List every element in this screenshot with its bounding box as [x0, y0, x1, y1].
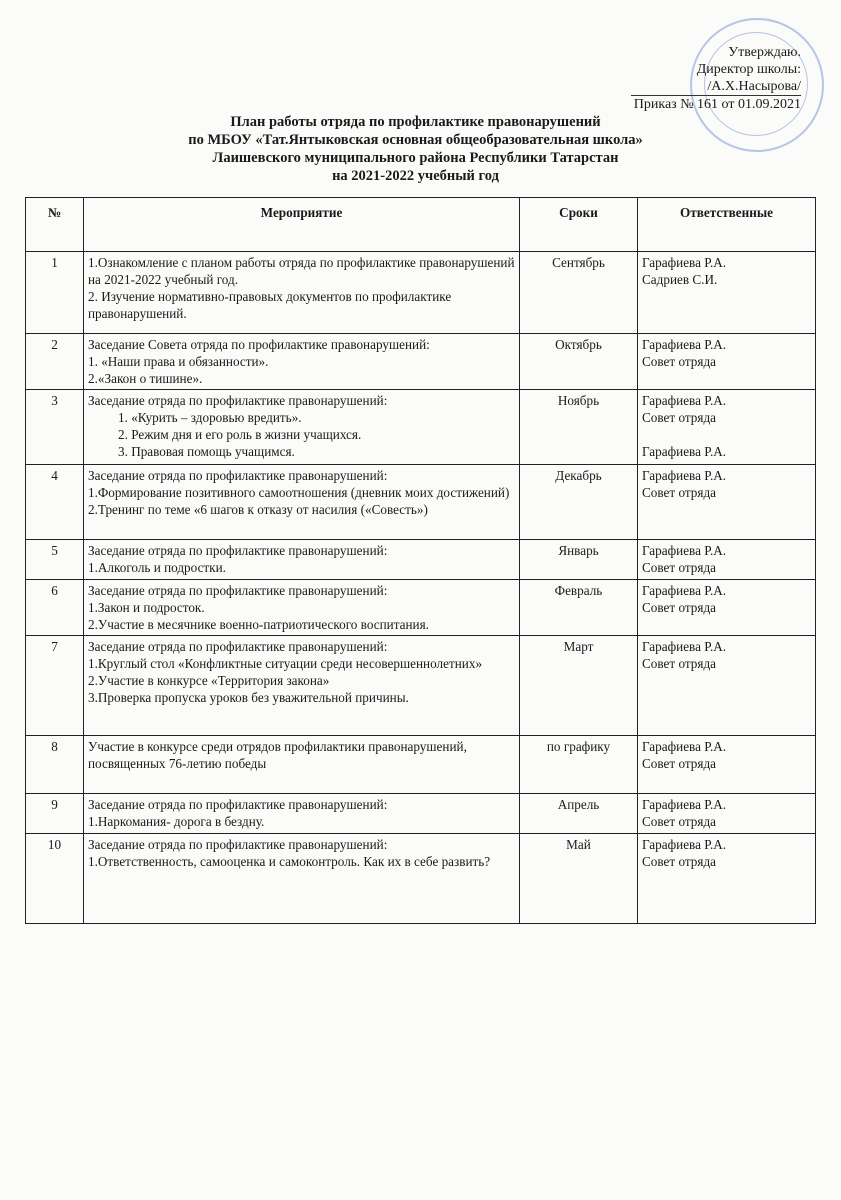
- row-responsible: [638, 736, 816, 794]
- event-line: Заседание Совета отряда по профилактике правонарушений:: [88, 337, 430, 352]
- responsible-name: Гарафиева Р.А.: [642, 543, 727, 558]
- event-line: 1.Ознакомление с планом работы отряда по профилактике правонарушений на 2021-2022 учебный год.: [88, 255, 515, 287]
- table-header-row: [26, 198, 816, 252]
- event-line: Заседание отряда по профилактике правонарушений:: [88, 468, 388, 483]
- row-events: [84, 580, 520, 636]
- responsible-name: Совет отряда: [642, 656, 717, 671]
- row-number: 1: [26, 252, 84, 334]
- responsible-name: Гарафиева Р.А.: [642, 444, 727, 459]
- title-line-1: План работы отряда по профилактике правонарушений: [230, 114, 601, 130]
- responsible-name: Гарафиева Р.А.: [642, 797, 727, 812]
- row-number: 7: [26, 636, 84, 736]
- approval-line-2: Директор школы:: [696, 62, 801, 77]
- row-number: 5: [26, 540, 84, 580]
- row-responsible: [638, 465, 816, 540]
- event-line: 2.Участие в месячнике военно-патриотического воспитания.: [88, 617, 429, 632]
- responsible-name: Садриев С.И.: [642, 272, 718, 287]
- table-row: [26, 794, 816, 834]
- row-responsible: [638, 252, 816, 334]
- row-responsible: [638, 540, 816, 580]
- header-event: Мероприятие: [84, 198, 520, 252]
- row-number: 8: [26, 736, 84, 794]
- title-line-4: на 2021-2022 учебный год: [332, 168, 499, 184]
- approval-line-4: Приказ № 161 от 01.09.2021: [633, 97, 801, 112]
- row-events: [84, 636, 520, 736]
- event-line: Заседание отряда по профилактике правонарушений:: [88, 639, 388, 654]
- event-line: 2.Тренинг по теме «6 шагов к отказу от насилия («Совесть»): [88, 502, 428, 517]
- approval-line-1: Утверждаю.: [728, 45, 801, 60]
- event-line: 1.Закон и подросток.: [88, 600, 205, 615]
- table-row: [26, 636, 816, 736]
- document-title: [0, 113, 841, 185]
- responsible-name: Совет отряда: [642, 485, 717, 500]
- spacer: [642, 426, 811, 443]
- row-term: Февраль: [520, 580, 638, 636]
- plan-table: [25, 197, 816, 924]
- event-line: 1.Наркомания- дорога в бездну.: [88, 814, 265, 829]
- event-line: 2.Участие в конкурсе «Территория закона»: [88, 673, 330, 688]
- responsible-name: Совет отряда: [642, 560, 717, 575]
- event-line: 1. «Курить – здоровью вредить».: [118, 410, 302, 425]
- approval-line-3: /А.Х.Насырова/: [707, 79, 801, 94]
- row-responsible: [638, 834, 816, 924]
- responsible-name: Гарафиева Р.А.: [642, 337, 727, 352]
- row-events: [84, 334, 520, 390]
- row-responsible: [638, 636, 816, 736]
- row-events: [84, 540, 520, 580]
- table-row: [26, 736, 816, 794]
- event-line: Заседание отряда по профилактике правонарушений:: [88, 393, 388, 408]
- row-events: [84, 794, 520, 834]
- header-term: Сроки: [520, 198, 638, 252]
- responsible-name: Гарафиева Р.А.: [642, 255, 727, 270]
- event-line: 2. Изучение нормативно-правовых документов по профилактике правонарушений.: [88, 289, 452, 321]
- row-term: Сентябрь: [520, 252, 638, 334]
- table-row: [26, 465, 816, 540]
- header-responsible: Ответственные: [638, 198, 816, 252]
- event-line: Заседание отряда по профилактике правонарушений:: [88, 543, 388, 558]
- row-number: 3: [26, 390, 84, 465]
- event-line: 1.Ответственность, самооценка и самоконтроль. Как их в себе развить?: [88, 854, 491, 869]
- event-line: 3. Правовая помощь учащимся.: [118, 444, 295, 459]
- responsible-name: Совет отряда: [642, 600, 717, 615]
- row-term: Декабрь: [520, 465, 638, 540]
- event-line: Заседание отряда по профилактике правонарушений:: [88, 583, 388, 598]
- responsible-name: Гарафиева Р.А.: [642, 393, 727, 408]
- row-responsible: [638, 794, 816, 834]
- event-line: 1.Алкоголь и подростки.: [88, 560, 226, 575]
- row-term: Октябрь: [520, 334, 638, 390]
- event-line: 1.Формирование позитивного самоотношения (дневник моих достижений): [88, 485, 510, 500]
- row-term: Май: [520, 834, 638, 924]
- row-events: [84, 465, 520, 540]
- table-row: [26, 390, 816, 465]
- responsible-name: Совет отряда: [642, 814, 717, 829]
- row-term: Январь: [520, 540, 638, 580]
- approval-block: [631, 44, 801, 113]
- header-number: №: [26, 198, 84, 252]
- event-line: 2. Режим дня и его роль в жизни учащихся.: [118, 427, 362, 442]
- table-row: [26, 580, 816, 636]
- responsible-name: Гарафиева Р.А.: [642, 837, 727, 852]
- event-line: 3.Проверка пропуска уроков без уважительной причины.: [88, 690, 409, 705]
- row-number: 2: [26, 334, 84, 390]
- title-line-3: Лаишевского муниципального района Республики Татарстан: [212, 150, 619, 166]
- row-term: Март: [520, 636, 638, 736]
- responsible-name: Совет отряда: [642, 354, 717, 369]
- responsible-name: Совет отряда: [642, 854, 717, 869]
- event-line: Заседание отряда по профилактике правонарушений:: [88, 797, 388, 812]
- row-events: [84, 390, 520, 465]
- row-number: 9: [26, 794, 84, 834]
- event-line: Заседание отряда по профилактике правонарушений:: [88, 837, 388, 852]
- responsible-name: Совет отряда: [642, 410, 717, 425]
- event-line: 1.Круглый стол «Конфликтные ситуации среди несовершеннолетних»: [88, 656, 483, 671]
- table-row: [26, 252, 816, 334]
- responsible-name: Гарафиева Р.А.: [642, 639, 727, 654]
- row-responsible: [638, 580, 816, 636]
- table-row: [26, 334, 816, 390]
- row-term: Апрель: [520, 794, 638, 834]
- row-responsible: [638, 334, 816, 390]
- title-line-2: по МБОУ «Тат.Янтыковская основная общеобразовательная школа»: [188, 132, 643, 148]
- row-events: [84, 736, 520, 794]
- responsible-name: Совет отряда: [642, 756, 717, 771]
- table-row: [26, 540, 816, 580]
- responsible-name: Гарафиева Р.А.: [642, 583, 727, 598]
- responsible-name: Гарафиева Р.А.: [642, 739, 727, 754]
- event-line: 1. «Наши права и обязанности».: [88, 354, 269, 369]
- row-events: [84, 252, 520, 334]
- row-number: 10: [26, 834, 84, 924]
- event-line: Участие в конкурсе среди отрядов профилактики правонарушений, посвященных 76-летию победы: [88, 739, 467, 771]
- row-term: Ноябрь: [520, 390, 638, 465]
- row-events: [84, 834, 520, 924]
- row-number: 4: [26, 465, 84, 540]
- event-line: 2.«Закон о тишине».: [88, 371, 203, 386]
- row-responsible: [638, 390, 816, 465]
- row-term: по графику: [520, 736, 638, 794]
- row-number: 6: [26, 580, 84, 636]
- responsible-name: Гарафиева Р.А.: [642, 468, 727, 483]
- table-row: [26, 834, 816, 924]
